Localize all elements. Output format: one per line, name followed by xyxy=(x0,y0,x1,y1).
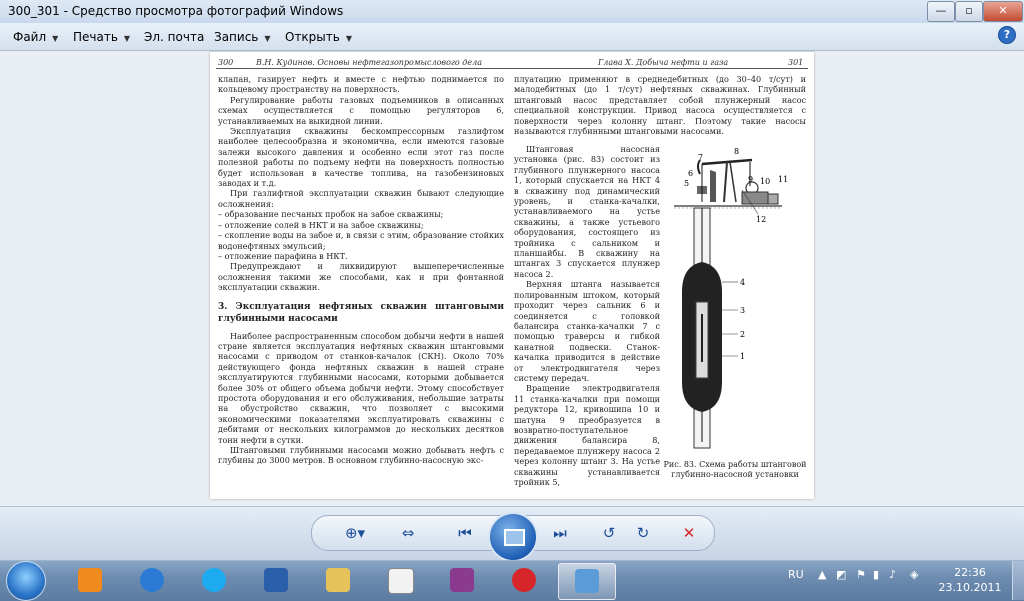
figure-label: 8 xyxy=(734,147,740,156)
fit-to-window-icon[interactable]: ⇔ xyxy=(401,524,415,542)
rotate-counterclockwise-icon[interactable]: ↺ xyxy=(602,524,616,542)
rotate-clockwise-icon[interactable]: ↻ xyxy=(636,524,650,542)
skype-icon xyxy=(202,568,226,592)
paragraph: Наиболее распространенным способом добычи нефти в нашей стране является эксплуатация нефтяных скважин штанговыми насосами с приводом от станков-качалок (СКН). Около 70% действующего фонда нефтяных скважин в нашей стране эксплуатируются глубинными насосами, которыми добывается более 30% от общего объема добычи нефти. Этому способствует простота оборудования и его обслуживания, небольшие затраты на обустройство скважин, что позволяет с высокими экономическими показателями эксплуатировать скважины с дебитами от нескольких килограммов до нескольких десятков тонн нефти в сутки. xyxy=(218,330,504,445)
paragraph: Штанговыми глубинными насосами можно добывать нефть с глубины до 3000 метров. В основном глубинно-насосную экс- xyxy=(218,445,504,466)
folder-icon xyxy=(326,568,350,592)
taskbar-explorer[interactable] xyxy=(310,563,366,598)
paragraph: При газлифтной эксплуатации скважин бывают следующие осложнения: xyxy=(218,188,504,209)
figure-label: 11 xyxy=(778,175,789,184)
start-button[interactable] xyxy=(6,561,46,601)
taskbar-winrar[interactable] xyxy=(434,563,490,598)
paragraph: клапан, газирует нефть и вместе с нефтью поднимается по кольцевому пространству на поверхность. xyxy=(218,74,504,95)
slideshow-button[interactable] xyxy=(488,512,538,562)
left-running-header: В.Н. Кудинов. Основы нефтегазопромыслового дела xyxy=(256,58,482,67)
arrow-up-icon[interactable]: ▲ xyxy=(818,568,827,581)
list-item: – отложение парафина в НКТ. xyxy=(218,250,348,261)
figure-label: 4 xyxy=(740,278,746,287)
help-icon[interactable]: ? xyxy=(998,26,1016,44)
close-button[interactable]: ✕ xyxy=(983,1,1023,22)
next-image-icon[interactable]: ⏭ xyxy=(553,524,567,542)
paragraph: Регулирование работы газовых подъемников в описанных схемах осуществляется с помощью регуляторов 6, устанавливаемых на выкидной линии. xyxy=(218,94,504,126)
word-icon xyxy=(264,568,288,592)
paragraph: Предупреждают и ликвидируют вышеперечисленные осложнения такими же способами, как и при фонтанной эксплуатации скважин. xyxy=(218,261,504,293)
menu-burn[interactable]: Запись ▼ xyxy=(214,30,271,44)
title-bar xyxy=(0,0,1024,23)
maximize-button[interactable]: ▫ xyxy=(955,1,983,22)
list-item: – отложение солей в НКТ и на забое скважины; xyxy=(218,219,424,230)
section-heading: 3. Эксплуатация нефтяных скважин штанговыми глубинными насосами xyxy=(218,301,504,324)
menu-open[interactable]: Открыть ▼ xyxy=(285,30,352,44)
figure-label: 7 xyxy=(698,153,704,162)
right-running-header: Глава X. Добыча нефти и газа xyxy=(598,58,729,67)
zoom-icon[interactable]: ⊕▾ xyxy=(344,524,366,542)
figure-label: 3 xyxy=(740,306,746,315)
flag-icon[interactable]: ⚑ xyxy=(856,568,866,581)
text-document-icon xyxy=(388,568,414,594)
right-page-number: 301 xyxy=(788,58,804,67)
paragraph: плуатацию применяют в среднедебитных (до 30–40 т/сут) и малодебитных (до 1 т/сут) нефтяных скважинах. Глубинный штанговый насос представляет собой плунжерный насос специальной конструкции. Привод насоса осуществляется с поверхности через колонну штанг. Поэтому такие насосы называются глубинными штанговыми насосами. xyxy=(514,74,806,137)
volume-icon[interactable]: ♪ xyxy=(889,568,897,581)
scanned-page-image xyxy=(210,52,814,499)
taskbar-media-player[interactable] xyxy=(62,563,118,598)
taskbar-word[interactable] xyxy=(248,563,304,598)
clock-date: 23.10.2011 xyxy=(938,581,1002,594)
shield-icon[interactable]: ◈ xyxy=(910,568,919,581)
list-item: – скопление воды на забое и, в связи с этим, образование стойких водонефтяных эмульсий; xyxy=(218,230,504,251)
figure-label: 1 xyxy=(740,352,746,361)
figure-caption: Рис. 83. Схема работы штанговой глубинно-насосной установки xyxy=(663,460,807,479)
taskbar-text-document[interactable] xyxy=(372,563,428,598)
right-column-top xyxy=(514,74,806,136)
language-indicator[interactable]: RU xyxy=(788,568,804,581)
window-title: 300_301 - Средство просмотра фотографий Windows xyxy=(8,4,344,18)
figure-label: 6 xyxy=(688,169,694,178)
taskbar-recorder[interactable] xyxy=(496,563,552,598)
figure-label: 2 xyxy=(740,330,746,339)
slideshow-icon xyxy=(504,529,525,546)
clock[interactable] xyxy=(935,565,1005,595)
delete-icon[interactable]: ✕ xyxy=(682,524,696,542)
list-item: – образование песчаных пробок на забое скважины; xyxy=(218,209,444,220)
pump-unit-figure xyxy=(672,142,812,462)
figure-label: 10 xyxy=(760,177,771,186)
paragraph: Эксплуатация скважины бескомпрессорным газлифтом наиболее целесообразна и экономична, если имеются газовые залежи высокого давления и особенно если этот газ после полезной работы по подъему нефти на поверхность полностью будет использован в качестве топлива, на газобензиновых заводах и т.д. xyxy=(218,126,504,189)
chevron-down-icon: ▼ xyxy=(264,34,271,43)
show-desktop-button[interactable] xyxy=(1012,561,1024,600)
menu-bar xyxy=(0,23,1024,51)
clock-time: 22:36 xyxy=(954,566,986,579)
chevron-down-icon: ▼ xyxy=(52,34,59,43)
figure-label: 12 xyxy=(756,215,767,224)
previous-image-icon[interactable]: ⏮ xyxy=(458,524,472,542)
network-icon[interactable]: ◩ xyxy=(836,568,847,581)
right-column-narrow xyxy=(514,144,660,487)
left-page-number: 300 xyxy=(218,58,234,67)
menu-print[interactable]: Печать ▼ xyxy=(73,30,131,44)
menu-file[interactable]: Файл ▼ xyxy=(13,30,59,44)
paragraph: Вращение электродвигателя 11 станка-качалки при помощи редуктора 12, кривошипа 10 и шатуна 9 преобразуется в возвратно-поступательное движения балансира 8, передаваемое плунжеру насоса 2 через колонну штанг 3. На устье скважины устанавливается тройник 5, xyxy=(514,383,660,487)
menu-email[interactable]: Эл. почта xyxy=(144,30,205,44)
figure-label: 9 xyxy=(748,175,754,184)
recorder-icon xyxy=(512,568,536,592)
header-rule xyxy=(216,68,808,69)
figure-label: 5 xyxy=(684,179,690,188)
winrar-icon xyxy=(450,568,474,592)
taskbar-skype[interactable] xyxy=(186,563,242,598)
windows-media-player-icon xyxy=(78,568,102,592)
signal-icon[interactable]: ▮ xyxy=(873,568,880,581)
chevron-down-icon: ▼ xyxy=(123,34,131,43)
chevron-down-icon: ▼ xyxy=(345,34,352,43)
paragraph: Штанговая насосная установка (рис. 83) состоит из глубинного плунжерного насоса 1, который спускается на НКТ 4 в скважину под динамический уровень, и станка-качалки, устанавливаемого на устье скважины, а также устьевого оборудования, состоящего из тройника с сальником и планшайбы. В скважину на штангах 3 спускается плунжер насоса 2. xyxy=(514,144,660,279)
taskbar-internet-explorer[interactable] xyxy=(124,563,180,598)
taskbar-photo-viewer[interactable] xyxy=(558,563,616,600)
paragraph: Верхняя штанга называется полированным штоком, который проходит через сальник 6 и соединяется с головкой балансира станка-качалки 7 с помощью траверсы и гибкой канатной подвески. Станок-качалка приводится в действие от электродвигателя через систему передач. xyxy=(514,279,660,383)
left-column xyxy=(218,74,504,466)
minimize-button[interactable]: — xyxy=(927,1,955,22)
photo-viewer-icon xyxy=(575,569,599,593)
internet-explorer-icon xyxy=(140,568,164,592)
